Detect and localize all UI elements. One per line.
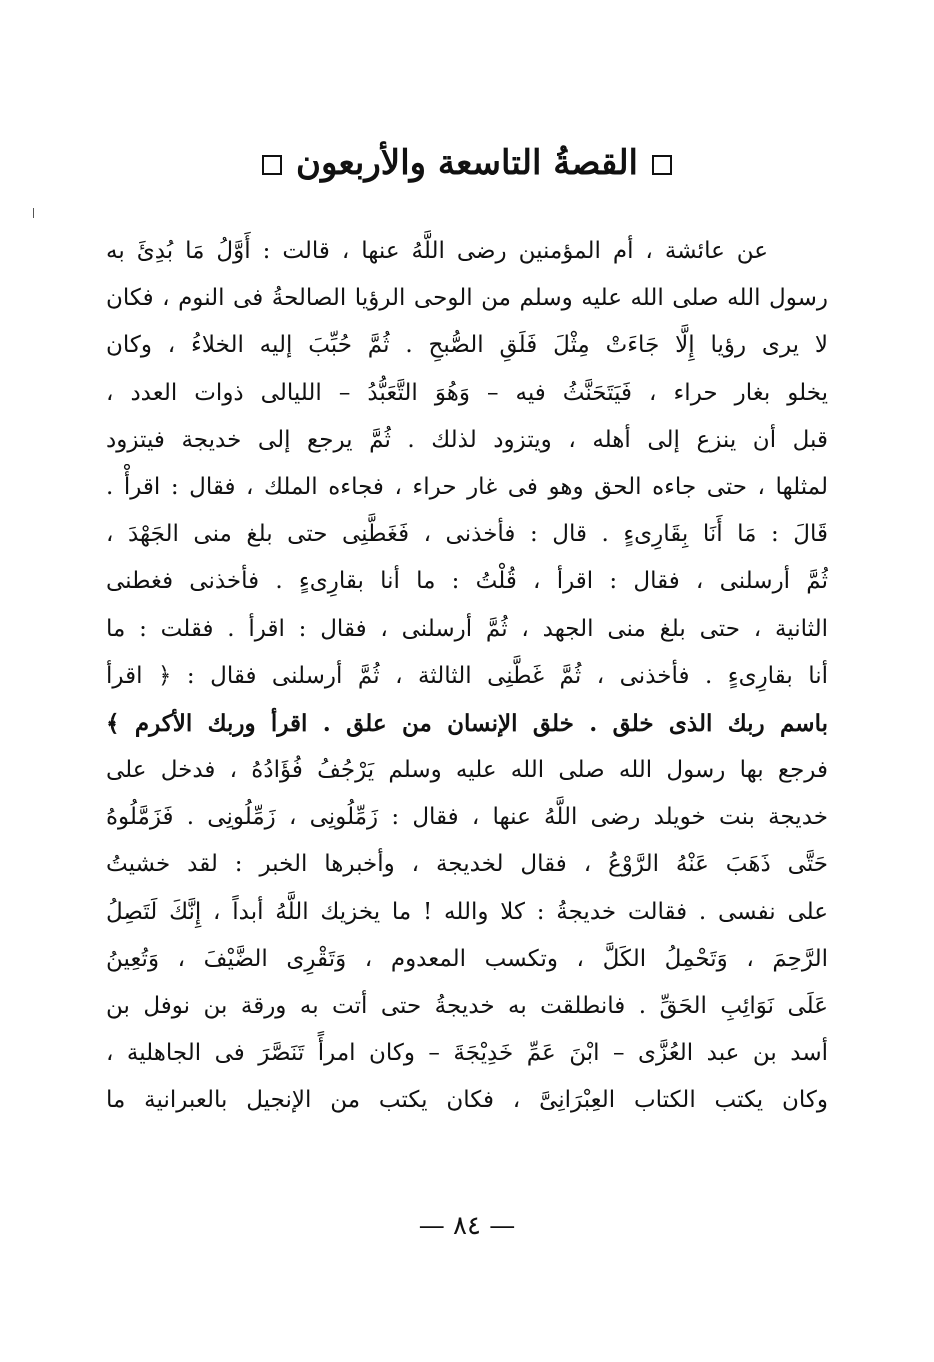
text-line: قبل أن ينزع إلى أهله ، ويتزود لذلك . ثُمَّ يرجع إلى خديجة فيتزود (106, 426, 828, 453)
text-line: أنا بقارِىءٍ . فأخذنى ، ثُمَّ غَطَّنِى الثالثة ، ثُمَّ أرسلنى فقال : ﴿ اقرأ (106, 662, 828, 689)
text-line: عَلَى نَوَائِبِ الحَقِّ . فانطلقت به خديجةُ حتى أتت به ورقة بن نوفل بن (106, 993, 828, 1019)
text-line: قَالَ : مَا أَنَا بِقَارِىءٍ . قال : فأخذنى ، فَغَطَّنِى حتى بلغ منى الجَهْدَ ، (106, 521, 828, 548)
text-line: الرَّحِمَ ، وَتَحْمِلُ الكَلَّ ، وتكسب المعدوم ، وَتَقْرِى الضَّيْفَ ، وَتُعِينُ (106, 945, 828, 972)
text-line: فرجع بها رسول الله صلى الله عليه وسلم يَرْجُفُ فُؤَادُهُ ، فدخل على (106, 757, 828, 784)
text-line: الثانية ، حتى بلغ منى الجهد ، ثُمَّ أرسلنى ، فقال : اقرأ . فقلت : ما (106, 615, 828, 642)
page-number: — ٨٤ — (418, 1211, 516, 1241)
margin-mark (33, 208, 34, 218)
quran-verse-line: باسم ربك الذى خلق . خلق الإنسان من علق . اقرأ وربك الأكرم ﴾ (106, 709, 828, 737)
square-ornament-icon (652, 155, 672, 175)
text-line: يخلو بغار حراء ، فَيَتَحَنَّثُ فيه – وَهُوَ التَّعَبُّدُ – الليالى ذوات العدد ، (106, 379, 828, 406)
text-line: عن عائشة ، أم المؤمنين رضى اللَّهُ عنها ، قالت : أَوَّلُ مَا بُدِئَ به (106, 238, 768, 264)
text-line: وكان يكتب الكتاب العِبْرَانِىَّ ، فكان يكتب من الإنجيل بالعبرانية ما (106, 1087, 828, 1114)
text-line: لا يرى رؤيا إِلَّا جَاءَتْ مِثْلَ فَلَقِ الصُّبحِ . ثُمَّ حُبِّبَ إليه الخلاءُ ، وكان (106, 332, 828, 359)
square-ornament-icon (262, 155, 282, 175)
story-body (106, 228, 828, 1125)
text-line: خديجة بنت خويلد رضى اللَّهُ عنها ، فقال : زَمِّلُونِى ، زَمِّلُونِى . فَزَمَّلُوهُ (106, 804, 828, 831)
text-line: حَتَّى ذَهَبَ عَنْهُ الرَّوْعُ ، فقال لخديجة ، وأخبرها الخبر : لقد خشيتُ (106, 851, 828, 878)
text-line: أسد بن عبد العُزَّى – ابْنَ عَمِّ خَدِيْجَةَ – وكان امرأً تَنَصَّرَ فى الجاهلية ، (106, 1040, 828, 1067)
text-line: لمثلها ، حتى جاءه الحق وهو فى غار حراء ، فجاءه الملك ، فقال : اقرأْ . (106, 473, 828, 500)
chapter-title: القصةُ التاسعة والأربعون (295, 143, 638, 183)
chapter-heading (0, 138, 934, 188)
text-line: على نفسى . فقالت خديجةُ : كلا والله ! ما يخزيك اللَّهُ أبداً ، إِنَّكَ لَتَصِلُ (106, 898, 828, 925)
text-line: ثُمَّ أرسلنى ، فقال : اقرأ ، قُلْتُ : ما أنا بقارِىءٍ . فأخذنى فغطنى (106, 568, 828, 595)
text-line: رسول الله صلى الله عليه وسلم من الوحى الرؤيا الصالحةُ فى النوم ، فكان (106, 285, 828, 312)
